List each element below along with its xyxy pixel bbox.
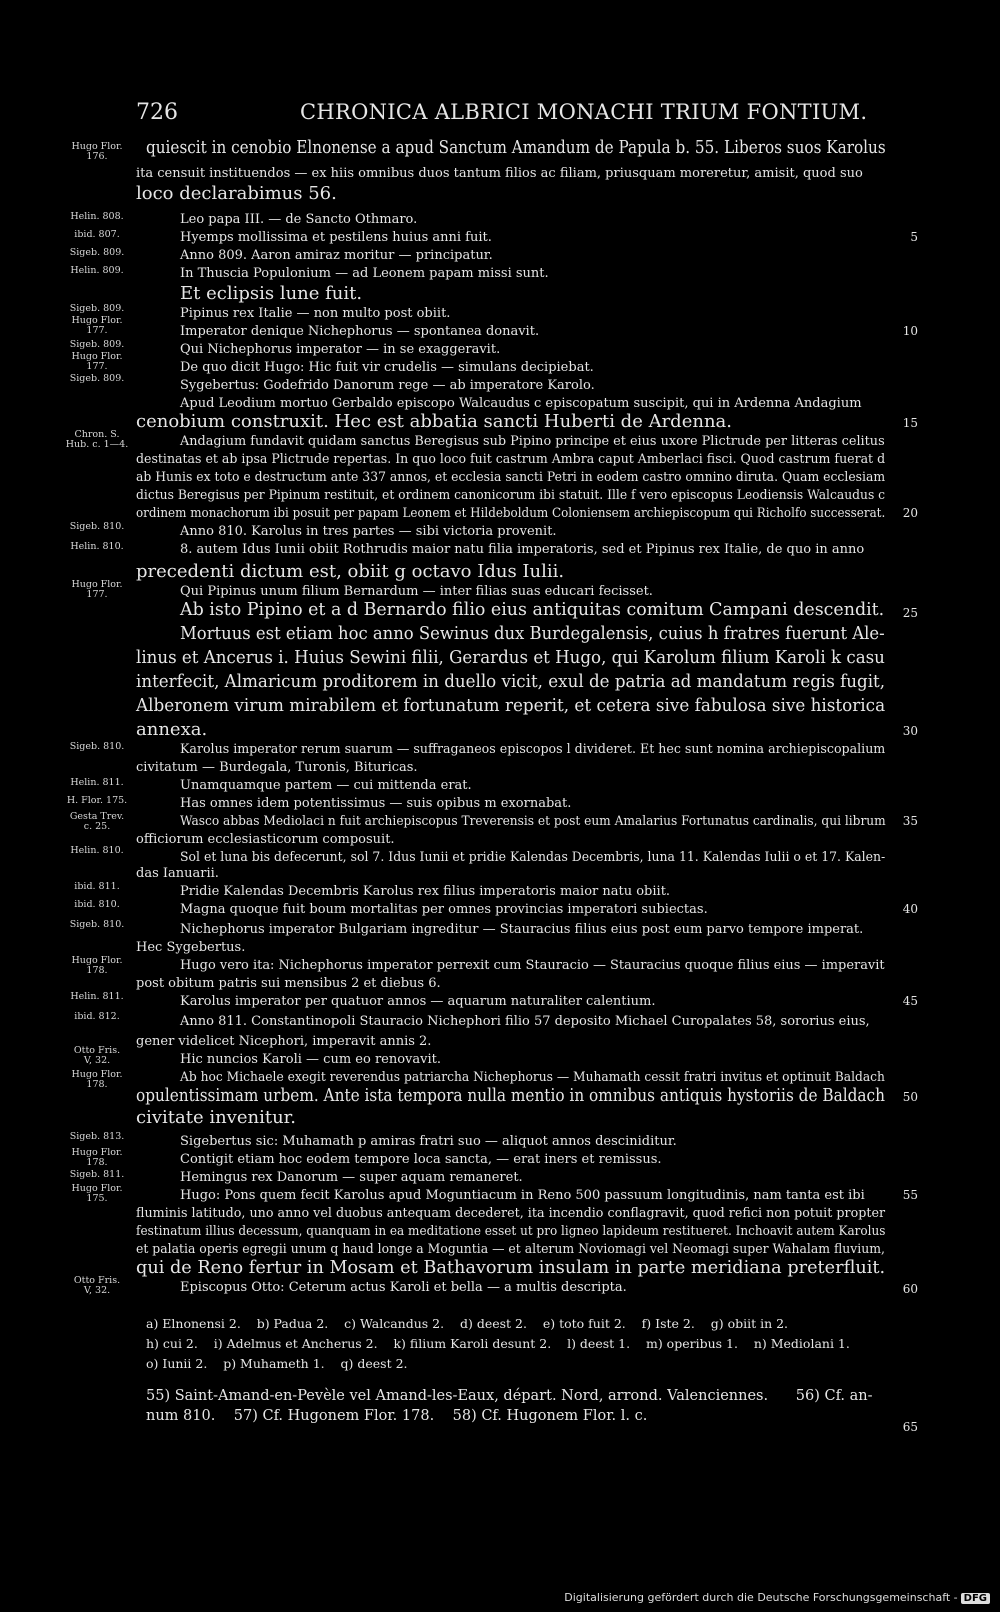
text-line: Has omnes idem potentissimus — suis opibus m exornabat. (180, 796, 572, 811)
margin-reference: ibid. 812. (74, 1011, 120, 1022)
text-line: Hic nuncios Karoli — cum eo renovavit. (180, 1052, 442, 1067)
margin-reference: ibid. 811. (74, 881, 120, 892)
margin-reference: Sigeb. 811. (69, 1169, 125, 1180)
margin-reference: Helin. 811. (70, 777, 124, 788)
margin-reference: Sigeb. 809. (69, 247, 125, 258)
text-line: Hec Sygebertus. (136, 940, 246, 955)
text-line: Mortuus est etiam hoc anno Sewinus dux Burdegalensis, cuius h fratres fuerunt Ale- (180, 623, 885, 644)
footnote-line: h) cui 2. i) Adelmus et Ancherus 2. k) filium Karoli desunt 2. l) deest 1. m) operibus 1. n) Mediolani 1. (146, 1336, 850, 1351)
margin-reference: Sigeb. 809. (69, 303, 125, 314)
margin-reference: Sigeb. 813. (69, 1131, 125, 1142)
line-number: 55 (902, 1188, 918, 1202)
margin-reference: Otto Fris. V, 32. (73, 1275, 121, 1296)
margin-reference: Hugo Flor. 176. (71, 141, 123, 162)
margin-reference: Helin. 809. (70, 265, 124, 276)
text-line: Sigebertus sic: Muhamath p amiras fratri suo — aliquot annos desciniditur. (180, 1134, 677, 1149)
text-line: Contigit etiam hoc eodem tempore loca sancta, — erat iners et remissus. (180, 1152, 662, 1167)
line-number: 25 (902, 606, 918, 620)
text-line: dictus Beregisus per Pipinum restituit, et ordinem canonicorum ibi statuit. Ille f vero episcopus Leodiensis Walcaudus c (136, 488, 886, 503)
text-line: Hemingus rex Danorum — super aquam remaneret. (180, 1170, 523, 1185)
text-line: Qui Pipinus unum filium Bernardum — inter filias suas educari fecisset. (180, 584, 653, 599)
text-line: Ab isto Pipino et a d Bernardo filio eius antiquitas comitum Campani descendit. (180, 599, 885, 620)
line-number: 50 (902, 1090, 918, 1104)
margin-reference: Chron. S. Hub. c. 1—4. (65, 429, 129, 450)
margin-reference: Sigeb. 810. (69, 919, 125, 930)
text-line: Hugo vero ita: Nichephorus imperator perrexit cum Stauracio — Stauracius quoque filius eius — imperavit (180, 958, 885, 973)
footnote-line: a) Elnonensi 2. b) Padua 2. c) Walcandus 2. d) deest 2. e) toto fuit 2. f) Iste 2. g) obiit in 2. (146, 1316, 789, 1331)
text-line: Magna quoque fuit boum mortalitas per omnes provincias imperatori subiectas. (180, 902, 708, 917)
text-line: Qui Nichephorus imperator — in se exaggeravit. (180, 342, 501, 357)
text-line: fluminis latitudo, uno anno vel duobus antequam decederet, ita incendio conflagravit, quod refici non potuit propter (136, 1206, 886, 1221)
text-line: ab Hunis ex toto e destructum ante 337 annos, et ecclesia sancti Petri in eodem castro omnino diruta. Quam ecclesiam (136, 470, 886, 485)
margin-reference: Hugo Flor. 178. (71, 1069, 123, 1090)
text-line: opulentissimam urbem. Ante ista tempora nulla mentio in omnibus antiquis hystoriis de Baldach (136, 1085, 885, 1106)
variant-footnotes (146, 1314, 916, 1374)
text-line: Wasco abbas Mediolaci n fuit archiepiscopus Treverensis et post eum Amalarius Fortunatus cardinalis, qui librum (180, 814, 886, 829)
margin-reference: H. Flor. 175. (66, 795, 128, 806)
page-title: CHRONICA ALBRICI MONACHI TRIUM FONTIUM. (300, 100, 868, 124)
margin-reference: Hugo Flor. 177. (71, 579, 123, 600)
margin-reference: Sigeb. 809. (69, 373, 125, 384)
text-line: Episcopus Otto: Ceterum actus Karoli et bella — a multis descripta. (180, 1280, 627, 1295)
text-line: Sol et luna bis defecerunt, sol 7. Idus Iunii et pridie Kalendas Decembris, luna 11. Kalendas Iulii o et 17. Kalen- (180, 850, 886, 865)
margin-reference: Gesta Trev. c. 25. (69, 811, 125, 832)
margin-reference: Helin. 810. (70, 541, 124, 552)
text-line: Alberonem virum mirabilem et fortunatum reperit, et cetera sive fabulosa sive historica (136, 695, 886, 716)
margin-reference: Hugo Flor. 175. (71, 1183, 123, 1204)
line-number: 15 (902, 416, 918, 430)
line-number: 20 (902, 506, 918, 520)
margin-reference: Sigeb. 810. (69, 741, 125, 752)
numbered-footnotes (146, 1386, 906, 1426)
text-line: Apud Leodium mortuo Gerbaldo episcopo Walcaudus c episcopatum suscipit, qui in Ardenna Andagium (180, 396, 862, 411)
line-number: 45 (902, 994, 918, 1008)
line-number: 60 (902, 1282, 918, 1296)
text-line: linus et Ancerus i. Huius Sewini filii, Gerardus et Hugo, qui Karolum filium Karoli k casu (136, 647, 885, 668)
margin-reference: Hugo Flor. 178. (71, 955, 123, 976)
text-line: Anno 810. Karolus in tres partes — sibi victoria provenit. (180, 524, 557, 539)
text-line: interfecit, Almaricum proditorem in duello vicit, exul de patria ad mandatum regis fugit, (136, 671, 886, 692)
line-number: 35 (902, 814, 918, 828)
page-number: 726 (136, 100, 178, 125)
text-line: et palatia operis egregii unum q haud longe a Moguntia — et alterum Noviomagi vel Neomagi super Wahalam fluvium, (136, 1242, 886, 1257)
footnote-line: num 810. 57) Cf. Hugonem Flor. 178. 58) Cf. Hugonem Flor. l. c. (146, 1408, 648, 1424)
footnote-line: o) Iunii 2. p) Muhameth 1. q) deest 2. (146, 1356, 408, 1371)
line-number: 10 (902, 324, 918, 338)
line-number: 5 (910, 230, 918, 244)
text-line: Imperator denique Nichephorus — spontanea donavit. (180, 324, 540, 339)
margin-reference: Sigeb. 809. (69, 339, 125, 350)
margin-reference: Helin. 810. (70, 845, 124, 856)
margin-reference: Helin. 811. (70, 991, 124, 1002)
text-line: quiescit in cenobio Elnonense a apud Sanctum Amandum de Papula b. 55. Liberos suos Karolus (146, 137, 886, 158)
text-line: Pipinus rex Italie — non multo post obiit. (180, 306, 451, 321)
text-line: ita censuit instituendos — ex hiis omnibus duos tantum filios ac filiam, priusquam moreretur, amisit, quod suo (136, 166, 863, 181)
margin-reference: Hugo Flor. 177. (71, 351, 123, 372)
text-line: Pridie Kalendas Decembris Karolus rex filius imperatoris maior natu obiit. (180, 884, 671, 899)
text-line: officiorum ecclesiasticorum composuit. (136, 832, 395, 847)
margin-reference: Helin. 808. (70, 211, 124, 222)
text-line: Karolus imperator rerum suarum — suffraganeos episcopos l divideret. Et hec sunt nomina archiepiscopalium (180, 742, 886, 757)
text-line: civitate invenitur. (136, 1107, 297, 1128)
margin-reference: Hugo Flor. 177. (71, 315, 123, 336)
text-line: Sygebertus: Godefrido Danorum rege — ab imperatore Karolo. (180, 378, 595, 393)
text-line: civitatum — Burdegala, Turonis, Bituricas. (136, 760, 418, 775)
text-line: Nichephorus imperator Bulgariam ingreditur — Stauracius filius eius post eum parvo tempore imperat. (180, 922, 864, 937)
text-line: Hyemps mollissima et pestilens huius anni fuit. (180, 230, 492, 245)
text-line: annexa. (136, 719, 208, 740)
text-line: post obitum patris sui mensibus 2 et diebus 6. (136, 976, 441, 991)
line-number: 40 (902, 902, 918, 916)
text-line: loco declarabimus 56. (136, 183, 337, 204)
text-line: In Thuscia Populonium — ad Leonem papam missi sunt. (180, 266, 549, 281)
text-line: 8. autem Idus Iunii obiit Rothrudis maior natu filia imperatoris, sed et Pipinus rex Italie, de quo in anno (180, 542, 865, 557)
text-line: cenobium construxit. Hec est abbatia sancti Huberti de Ardenna. (136, 411, 732, 432)
line-number: 65 (902, 1420, 918, 1434)
margin-reference: ibid. 807. (74, 229, 120, 240)
text-line: precedenti dictum est, obiit g octavo Idus Iulii. (136, 561, 565, 582)
text-line: gener videlicet Nicephori, imperavit annis 2. (136, 1034, 432, 1049)
text-line: Ab hoc Michaele exegit reverendus patriarcha Nichephorus — Muhamath cessit fratri invitus et optinuit Baldach (180, 1070, 885, 1085)
text-line: Leo papa III. — de Sancto Othmaro. (180, 212, 418, 227)
text-line: das Ianuarii. (136, 866, 219, 881)
text-line: Hugo: Pons quem fecit Karolus apud Moguntiacum in Reno 500 passuum longitudinis, nam tanta est ibi (180, 1188, 865, 1203)
text-line: Karolus imperator per quatuor annos — aquarum naturaliter calentium. (180, 994, 656, 1009)
digitization-credit (564, 1591, 990, 1604)
text-line: Et eclipsis lune fuit. (180, 283, 363, 304)
margin-reference: Sigeb. 810. (69, 521, 125, 532)
text-line: qui de Reno fertur in Mosam et Bathavorum insulam in parte meridiana preterfluit. (136, 1257, 886, 1278)
text-line: Unamquamque partem — cui mittenda erat. (180, 778, 472, 793)
text-line: Andagium fundavit quidam sanctus Beregisus sub Pipino principe et eius uxore Plictrude per litteras celitus (180, 434, 885, 449)
text-line: Anno 809. Aaron amiraz moritur — principatur. (180, 248, 493, 263)
text-line: Anno 811. Constantinopoli Stauracio Nichephori filio 57 deposito Michael Curopalates 58, sororius eius, (180, 1014, 870, 1029)
dfg-logo: DFG (961, 1593, 990, 1604)
text-line: festinatum illius decessum, quanquam in ea meditatione esset ut pro ligneo lapideum restitueret. Inchoavit autem Karolus (136, 1224, 886, 1239)
margin-reference: Otto Fris. V, 32. (73, 1045, 121, 1066)
line-number: 30 (902, 724, 918, 738)
margin-reference: ibid. 810. (74, 899, 120, 910)
margin-reference: Hugo Flor. 178. (71, 1147, 123, 1168)
footnote-line: 55) Saint-Amand-en-Pevèle vel Amand-les-Eaux, départ. Nord, arrond. Valenciennes. 56) Cf. an- (146, 1388, 873, 1404)
text-line: De quo dicit Hugo: Hic fuit vir crudelis — simulans decipiebat. (180, 360, 594, 375)
text-line: ordinem monachorum ibi posuit per papam Leonem et Hildeboldum Coloniensem archiepiscopum qui Richolfo successerat. (136, 506, 886, 521)
credit-text: Digitalisierung gefördert durch die Deutsche Forschungsgemeinschaft - (564, 1591, 958, 1604)
text-line: destinatas et ab ipsa Plictrude repertas. In quo loco fuit castrum Ambra caput Amberlaci fisci. Quod castrum fuerat d (136, 452, 886, 467)
